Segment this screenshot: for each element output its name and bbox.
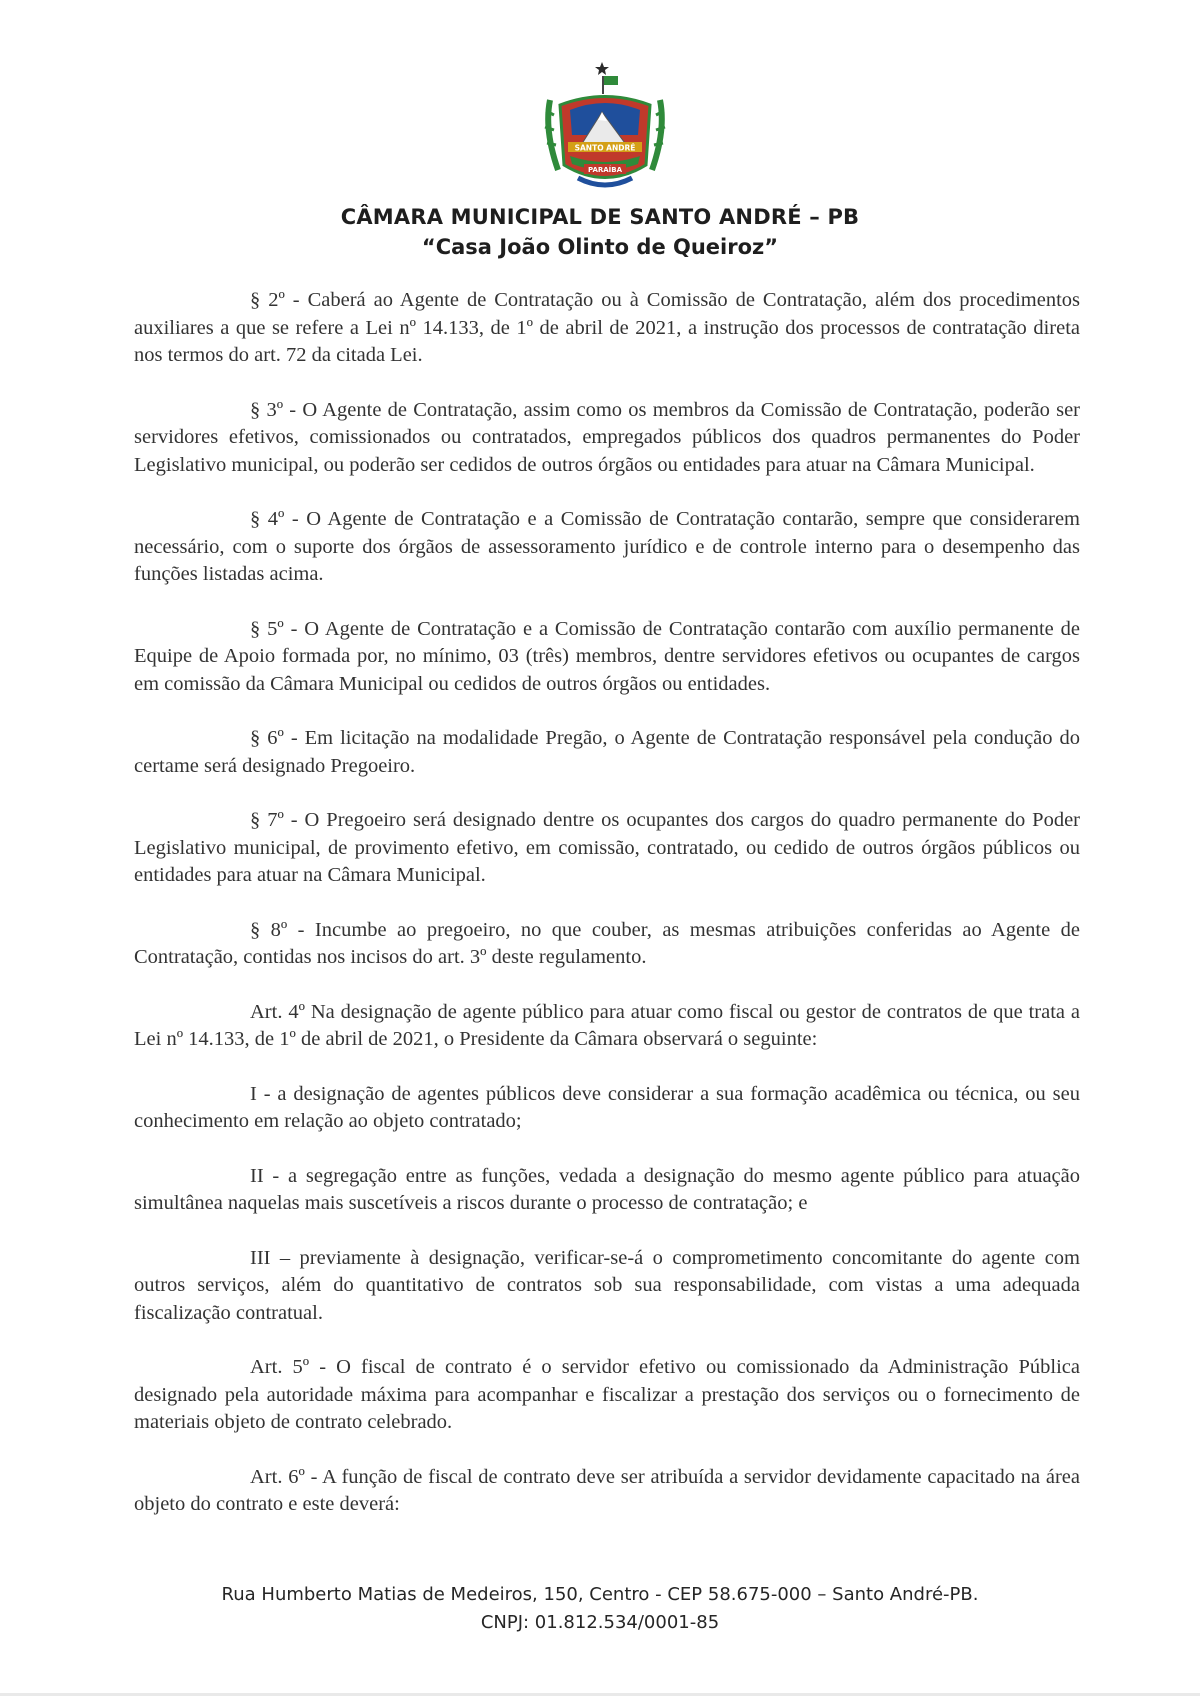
page-subtitle: “Casa João Olinto de Queiroz” — [421, 235, 779, 259]
paragraph-4: § 4º - O Agente de Contratação e a Comissão de Contratação contarão, sempre que considerarem necessário, com o suporte dos órgãos de assessoramento jurídico e de controle interno para o desempenho das funções listadas acima. — [134, 508, 1080, 585]
footer-address: Rua Humberto Matias de Medeiros, 150, Centro - CEP 58.675-000 – Santo André-PB. — [221, 1584, 979, 1605]
footer-cnpj: CNPJ: 01.812.534/0001-85 — [480, 1612, 720, 1633]
paragraph-6: § 6º - Em licitação na modalidade Pregão, o Agente de Contratação responsável pela condução do certame será designado Pregoeiro. — [134, 727, 1080, 777]
crest-state-label: PARAÍBA — [587, 166, 623, 174]
article-5: Art. 5º - O fiscal de contrato é o servidor efetivo ou comissionado da Administração Pública designado pela autoridade máxima para acompanhar e fiscalizar a prestação dos serviços ou o fornecimento de materiais objeto de contrato celebrado. — [134, 1356, 1080, 1433]
crest-town-label: SANTO ANDRÉ — [574, 143, 636, 153]
paragraph-5: § 5º - O Agente de Contratação e a Comissão de Contratação contarão com auxílio permanente de Equipe de Apoio formada por, no mínimo, 03 (três) membros, dentre servidores efetivos ou ocupantes de cargos em comissão da Câmara Municipal ou cedidos de outros órgãos ou entidades. — [134, 617, 1080, 695]
article-4-item-3: III – previamente à designação, verificar-se-á o comprometimento concomitante do agente com outros serviços, além do quantitativo de contratos sob sua responsabilidade, com vistas a uma adequada fiscalização contratual. — [134, 1246, 1080, 1324]
page-title: CÂMARA MUNICIPAL DE SANTO ANDRÉ – PB — [340, 205, 860, 229]
article-4-item-2: II - a segregação entre as funções, vedada a designação do mesmo agente público para atuação simultânea naquelas mais suscetíveis a riscos durante o processo de contratação; e — [134, 1164, 1080, 1214]
municipal-crest-icon — [540, 60, 670, 200]
article-4-item-1: I - a designação de agentes públicos deve considerar a sua formação acadêmica ou técnica, ou seu conhecimento em relação ao objeto contratado; — [134, 1082, 1080, 1132]
paragraph-3: § 3º - O Agente de Contratação, assim como os membros da Comissão de Contratação, poderão ser servidores efetivos, comissionados ou contratados, empregados públicos dos quadros permanentes do Poder Legislativo municipal, ou poderão ser cedidos de outros órgãos ou entidades para atuar na Câmara Municipal. — [134, 398, 1080, 476]
article-4: Art. 4º Na designação de agente público para atuar como fiscal ou gestor de contratos de que trata a Lei nº 14.133, de 1º de abril de 2021, o Presidente da Câmara observará o seguinte: — [134, 1000, 1080, 1050]
paragraph-2: § 2º - Caberá ao Agente de Contratação ou à Comissão de Contratação, além dos procedimentos auxiliares a que se refere a Lei nº 14.133, de 1º de abril de 2021, a instrução dos processos de contratação direta nos termos do art. 72 da citada Lei. — [134, 289, 1080, 366]
document-body — [134, 287, 1080, 1546]
paragraph-8: § 8º - Incumbe ao pregoeiro, no que couber, as mesmas atribuições conferidas ao Agente de Contratação, contidas nos incisos do art. 3º deste regulamento. — [134, 918, 1080, 968]
paragraph-7: § 7º - O Pregoeiro será designado dentre os ocupantes dos cargos do quadro permanente do Poder Legislativo municipal, de provimento efetivo, em comissão, contratado, ou cedido de outros órgãos públicos ou entidades para atuar na Câmara Municipal. — [134, 809, 1080, 886]
article-6: Art. 6º - A função de fiscal de contrato deve ser atribuída a servidor devidamente capacitado na área objeto do contrato e este deverá: — [134, 1465, 1080, 1515]
